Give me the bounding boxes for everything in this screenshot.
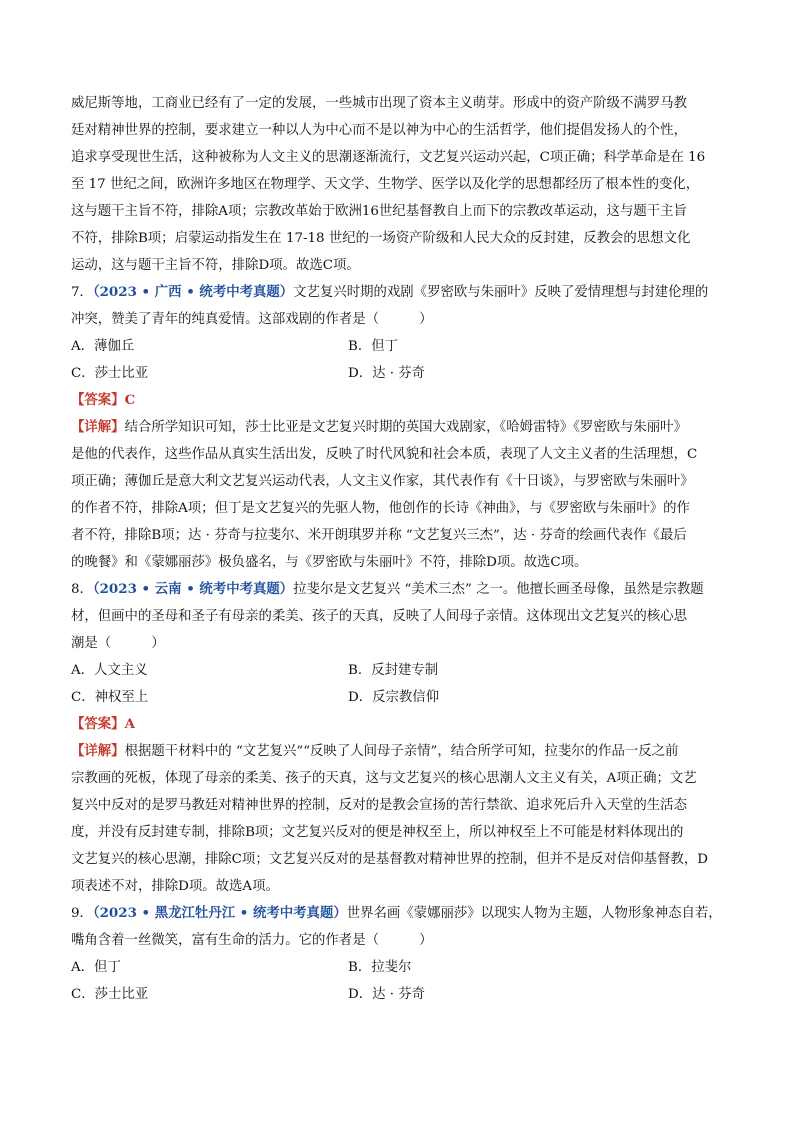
stem-text: 拉斐尔是文艺复兴 “美术三杰” 之一。他擅长画圣母像，虽然是宗教题 [293,582,704,597]
text-line: 至 17 世纪之间，欧洲许多地区在物理学、天文学、生物学、医学以及化学的思想都经历了根本性的变化， [71,177,700,192]
question-stem [71,900,725,927]
question-source: （2023 • 广西 • 统考中考真题） [92,284,294,300]
option-b: B．拉斐尔 [348,960,412,975]
option-row [71,954,725,981]
detail-label: 【详解】 [71,419,125,435]
question-8 [71,576,725,900]
answer-value: A [124,716,135,732]
text-line: 追求享受现世生活，这种被称为人文主义的思潮逐渐流行，文艺复兴运动兴起，C项正确；科学革命是在 16 [71,150,706,165]
document-page [71,90,725,1008]
option-d: D．达 · 芬奇 [348,366,426,381]
detail-text: 是他的代表作，这些作品从真实生活出发，反映了时代风貌和社会本质，表现了人文主义者的生活理想，C [71,447,698,462]
detail-text: 宗教画的死板，体现了母亲的柔美、孩子的天真，这与文艺复兴的核心思潮人文主义有关，A项正确；文艺 [71,771,697,786]
option-b: B．但丁 [348,339,399,354]
text-line: 这与题干主旨不符，排除A项；宗教改革始于欧洲16世纪基督教自上而下的宗教改革运动，这与题干主旨 [71,204,687,219]
answer [71,387,725,414]
question-stem [71,576,725,603]
question-source: （2023 • 云南 • 统考中考真题） [92,581,294,597]
detail-text: 的作者不符，排除A项；但丁是文艺复兴的先驱人物，他创作的长诗《神曲》，与《罗密欧与朱丽叶》的作 [71,501,690,516]
question-7 [71,279,725,576]
option-row [71,360,725,387]
detail [71,414,725,441]
stem-text: 材，但画中的圣母和圣子有母亲的柔美、孩子的天真，反映了人间母子亲情。这体现出文艺复兴的核心思 [71,609,687,624]
continued-explanation [71,90,725,279]
option-d: D．达 · 芬奇 [348,987,426,1002]
option-c: C．神权至上 [71,690,149,705]
stem-text: 冲突，赞美了青年的纯真爱情。这部戏剧的作者是（ ） [71,312,433,327]
stem-text: 潮是（ ） [71,636,165,651]
detail-text: 的晚餐》和《蒙娜丽莎》极负盛名，与《罗密欧与朱丽叶》不符，排除D项。故选C项。 [71,555,588,570]
question-number: 9． [71,906,93,921]
question-source: （2023 • 黑龙江牡丹江 • 统考中考真题） [92,905,347,921]
question-stem [71,279,725,306]
option-a: A．薄伽丘 [71,339,135,354]
detail-text: 度，并没有反封建专制，排除B项；文艺复兴反对的便是神权至上，所以神权至上不可能是材料体现出的 [71,825,684,840]
question-number: 8． [71,582,93,597]
detail [71,738,725,765]
option-row [71,684,725,711]
detail-text: 文艺复兴的核心思潮，排除C项；文艺复兴反对的是基督教对精神世界的控制，但并不是反对信仰基督教，D [71,852,708,867]
question-number: 7． [71,285,93,300]
answer [71,711,725,738]
detail-text: 根据题干材料中的 “文艺复兴”“反映了人间母子亲情”，结合所学可知，拉斐尔的作品一反之前 [124,744,679,759]
detail-label: 【详解】 [71,743,125,759]
stem-text: 世界名画《蒙娜丽莎》以现实人物为主题，人物形象神态自若， [346,906,722,921]
text-line: 不符，排除B项；启蒙运动指发生在 17-18 世纪的一场资产阶级和人民大众的反封建，反教会的思想文化 [71,231,691,246]
option-row [71,657,725,684]
option-d: D．反宗教信仰 [348,690,440,705]
detail-text: 者不符，排除B项；达 · 芬奇与拉斐尔、米开朗琪罗并称 “文艺复兴三杰”，达 · 芬奇的绘画代表作《最后 [71,528,687,543]
text-line: 廷对精神世界的控制，要求建立一种以人为中心而不是以神为中心的生活哲学，他们提倡发扬人的个性， [71,123,687,138]
option-c: C．莎士比亚 [71,366,149,381]
text-line: 运动，这与题干主旨不符，排除D项。故选C项。 [71,258,360,273]
detail-text: 复兴中反对的是罗马教廷对精神世界的控制，反对的是教会宣扬的苦行禁欲、追求死后升入天堂的生活态 [71,798,687,813]
answer-label: 【答案】 [71,716,125,732]
answer-label: 【答案】 [71,392,125,408]
stem-text: 嘴角含着一丝微笑，富有生命的活力。它的作者是（ ） [71,933,433,948]
detail-text: 结合所学知识可知，莎士比亚是文艺复兴时期的英国大戏剧家，《哈姆雷特》《罗密欧与朱丽叶》 [124,420,687,435]
option-c: C．莎士比亚 [71,987,149,1002]
text-line: 威尼斯等地，工商业已经有了一定的发展，一些城市出现了资本主义萌芽。形成中的资产阶级不满罗马教 [71,96,687,111]
question-9 [71,900,725,1008]
stem-text: 文艺复兴时期的戏剧《罗密欧与朱丽叶》反映了爱情理想与封建伦理的 [293,285,709,300]
option-a: A．人文主义 [71,663,148,678]
option-row [71,981,725,1008]
answer-value: C [124,392,136,408]
option-row [71,333,725,360]
option-b: B．反封建专制 [348,663,439,678]
detail-text: 项正确；薄伽丘是意大利文艺复兴运动代表，人文主义作家，其代表作有《十日谈》，与罗密欧与朱丽叶》 [71,474,694,489]
option-a: A．但丁 [71,960,121,975]
detail-text: 项表述不对，排除D项。故选A项。 [71,879,279,894]
